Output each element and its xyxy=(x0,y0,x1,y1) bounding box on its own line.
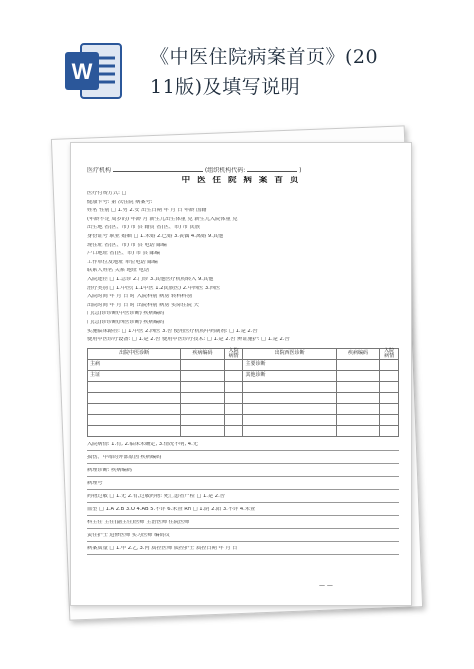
diagnosis-row xyxy=(88,370,399,381)
diagnosis-header-cell: 入院病情 xyxy=(224,348,243,359)
diagnosis-cell[interactable] xyxy=(380,414,399,425)
diagnosis-row xyxy=(88,381,399,392)
form-lower-row: 病理号 xyxy=(87,481,399,490)
diagnosis-cell[interactable]: 其他诊断 xyxy=(243,370,336,381)
diagnosis-cell[interactable] xyxy=(336,359,380,370)
diagnosis-cell[interactable] xyxy=(336,370,380,381)
diagnosis-cell[interactable] xyxy=(380,425,399,436)
diagnosis-cell[interactable] xyxy=(181,425,225,436)
medical-record-form-sheet xyxy=(70,142,412,606)
diagnosis-cell[interactable] xyxy=(380,403,399,414)
diagnosis-cell[interactable] xyxy=(243,425,336,436)
diagnosis-cell[interactable] xyxy=(336,414,380,425)
form-row: 现住址 省(区、市) 市 县 电话 邮编 xyxy=(87,242,167,248)
diagnosis-cell[interactable] xyxy=(380,381,399,392)
form-row: 出生地 省(区、市) 市 县 籍贯 省(区、市) 市 民族 xyxy=(87,225,201,231)
word-document-icon xyxy=(63,40,125,102)
form-lower-row: 损伤、中毒的外部原因 疾病编码 xyxy=(87,455,399,464)
organization-line xyxy=(87,167,399,174)
diagnosis-cell[interactable] xyxy=(88,403,181,414)
diagnosis-cell[interactable] xyxy=(181,359,225,370)
form-lower-row: 药物过敏 □ 1.无 2.有,过敏药物: 死亡患者尸检 □ 1.是 2.否 xyxy=(87,494,399,503)
document-title-line-2: 11版)及填写说明 xyxy=(150,76,301,98)
diagnosis-row xyxy=(88,359,399,370)
diagnosis-header-row xyxy=(88,348,399,359)
diagnosis-cell[interactable]: 主证 xyxy=(88,370,181,381)
form-lower-row: 病案质量 □ 1.甲 2.乙 3.丙 质控医师 质控护士 质控日期 年 月 日 xyxy=(87,546,399,555)
form-row: 使用中医诊疗设备: □ 1.是 2.否 使用中医诊疗技术: □ 1.是 2.否 辨证施护: □ 1.是 2.否 xyxy=(87,337,290,343)
diagnosis-cell[interactable] xyxy=(224,359,243,370)
form-lower-row: 病理诊断: 疾病编码 xyxy=(87,468,399,477)
diagnosis-row xyxy=(88,425,399,436)
form-row: 医疗付费方式: □ xyxy=(87,191,127,196)
diagnosis-cell[interactable] xyxy=(336,403,380,414)
diagnosis-cell[interactable] xyxy=(243,414,336,425)
form-lower-row: 血型 □ 1.A 2.B 3.O 4.AB 5.不详 6.未查 Rh □ 1.阴 2.阳 3.不详 4.未查 xyxy=(87,507,399,516)
diagnosis-cell[interactable] xyxy=(88,392,181,403)
form-row: 出院时间 年 月 日 时 出院科别 病房 实际住院 天 xyxy=(87,302,199,308)
diagnosis-row xyxy=(88,414,399,425)
diagnosis-cell[interactable] xyxy=(88,414,181,425)
form-row: 姓名 性别 □ 1.男 2.女 出生日期 年 月 日 年龄 国籍 xyxy=(87,208,207,214)
diagnosis-row xyxy=(88,403,399,414)
diagnosis-cell[interactable] xyxy=(336,392,380,403)
diagnosis-cell[interactable] xyxy=(181,370,225,381)
diagnosis-row xyxy=(88,392,399,403)
form-row: 门(急)诊诊断(西医诊断) 疾病编码 xyxy=(87,320,165,325)
form-row: 户口地址 省(区、市) 市 县 邮编 xyxy=(87,251,160,257)
diagnosis-cell[interactable] xyxy=(224,414,243,425)
form-row: (年龄不足 周岁的) 年龄 月 新生儿出生体重 克 新生儿入院体重 克 xyxy=(87,216,238,222)
diagnosis-cell[interactable] xyxy=(336,381,380,392)
diagnosis-cell[interactable] xyxy=(224,381,243,392)
form-row: 健康卡号: 第 次住院 病案号: xyxy=(87,199,153,205)
diagnosis-cell[interactable] xyxy=(181,403,225,414)
diagnosis-header-cell: 出院中医诊断 xyxy=(88,348,181,359)
diagnosis-cell[interactable] xyxy=(243,403,336,414)
diagnosis-cell[interactable] xyxy=(224,403,243,414)
diagnosis-header-cell: 入院病情 xyxy=(380,348,399,359)
form-row: 治疗类别 □ 1.中医( 1.1中医 1.2民族医) 2.中西医 3.西医 xyxy=(87,285,221,291)
diagnosis-cell[interactable] xyxy=(224,370,243,381)
diagnosis-header-cell: 疾病编码 xyxy=(181,348,225,359)
diagnosis-cell[interactable] xyxy=(380,370,399,381)
form-row: 入院时间 年 月 日 时 入院科别 病房 转科科别 xyxy=(87,294,192,300)
page-mark: — — xyxy=(319,582,333,589)
diagnosis-cell[interactable] xyxy=(243,392,336,403)
form-row: 联系人姓名 关系 地址 电话 xyxy=(87,268,150,274)
diagnosis-cell[interactable] xyxy=(243,381,336,392)
form-row: 身份证号 职业 婚姻 □ 1.未婚 2.已婚 3.丧偶 4.离婚 9.其他 xyxy=(87,234,224,239)
form-row: 工作单位及地址 单位电话 邮编 xyxy=(87,259,158,265)
diagnosis-cell[interactable] xyxy=(181,392,225,403)
org-code-label: (组织机构代码: xyxy=(204,167,246,174)
diagnosis-header-cell: 出院西医诊断 xyxy=(243,348,336,359)
form-row: 门(急)诊诊断(中医诊断) 疾病编码 xyxy=(87,311,165,317)
diagnosis-cell[interactable] xyxy=(88,381,181,392)
diagnosis-cell[interactable] xyxy=(224,425,243,436)
diagnosis-header-cell: 疾病编码 xyxy=(336,348,380,359)
diagnosis-table xyxy=(87,348,399,437)
form-lower-row: 科主任 主任(副主任)医师 主治医师 住院医师 xyxy=(87,520,399,529)
diagnosis-cell[interactable] xyxy=(224,392,243,403)
diagnosis-cell[interactable] xyxy=(380,392,399,403)
org-label: 医疗机构 xyxy=(87,167,112,174)
diagnosis-cell[interactable] xyxy=(181,381,225,392)
form-row: 入院途径 □ 1.急诊 2.门诊 3.其他医疗机构转入 9.其他 xyxy=(87,277,214,282)
form-lower-row: 入院病情: 1.有, 2.临床未确定, 3.情况不明, 4.无 xyxy=(87,442,399,451)
org-code-end: ) xyxy=(299,167,302,174)
diagnosis-cell[interactable] xyxy=(336,425,380,436)
form-title: 中 医 住 院 病 案 首 页 xyxy=(181,176,301,185)
word-icon-letter: W xyxy=(71,59,93,84)
diagnosis-cell[interactable]: 主要诊断 xyxy=(243,359,336,370)
document-title-line-1: 《中医住院病案首页》(20 xyxy=(150,46,379,68)
diagnosis-cell[interactable]: 主病 xyxy=(88,359,181,370)
diagnosis-cell[interactable] xyxy=(181,414,225,425)
diagnosis-cell[interactable] xyxy=(380,359,399,370)
form-lower-row: 责任护士 进修医师 实习医师 编码员 xyxy=(87,533,399,542)
form-row: 实施临床路径: □ 1.中医 2.西医 3.否 使用医疗机构中药制剂: □ 1.是 2.否 xyxy=(87,328,258,334)
diagnosis-cell[interactable] xyxy=(88,425,181,436)
